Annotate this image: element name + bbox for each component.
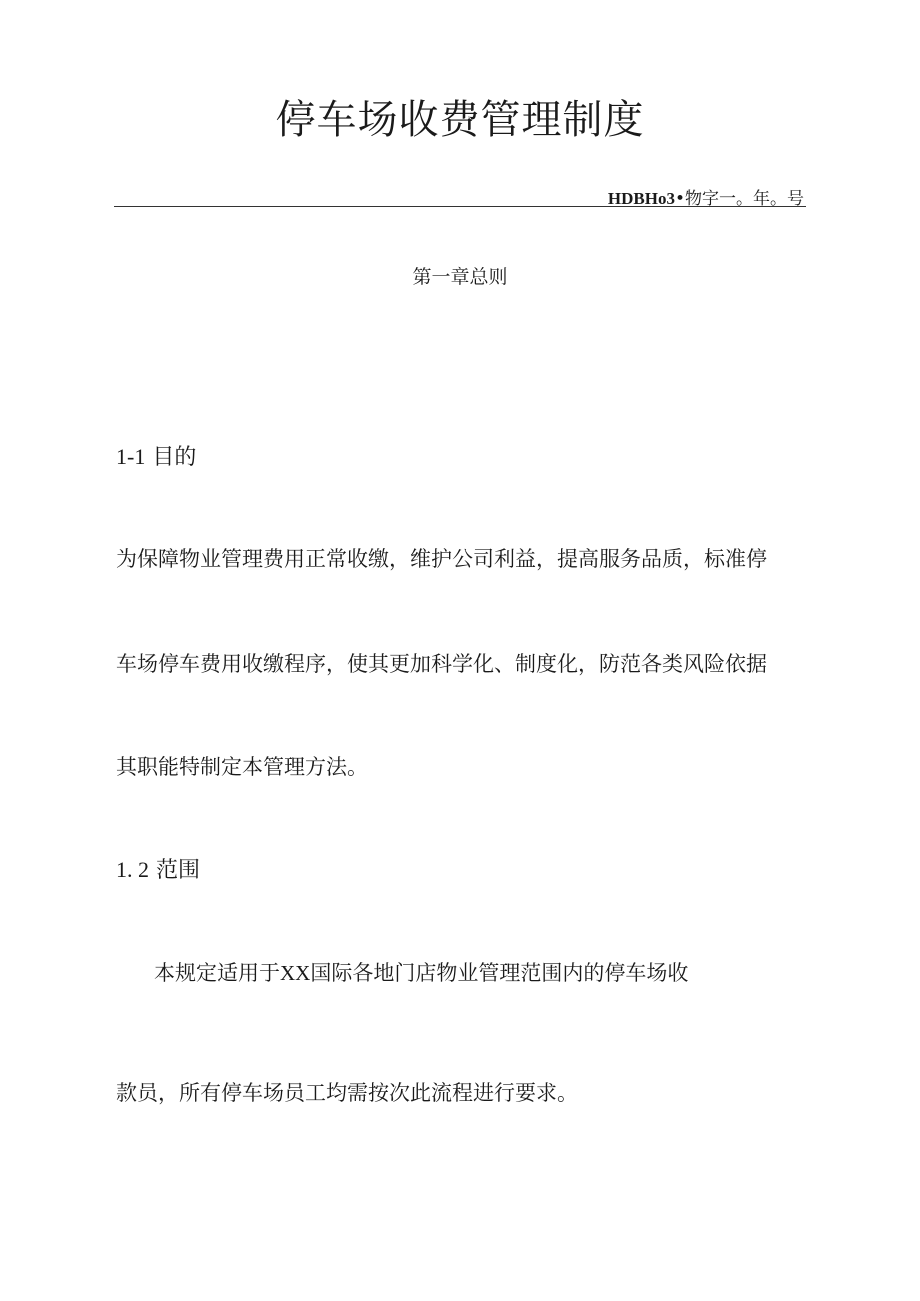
paragraph-line: 款员，所有停车场员工均需按次此流程进行要求。 [116, 1081, 578, 1105]
paragraph-line [154, 957, 688, 987]
section-title: 目的 [152, 445, 197, 470]
section-number: 1-1 [116, 444, 146, 469]
section-title: 范围 [156, 858, 201, 883]
chapter-title: 第一章总则 [412, 266, 508, 288]
header-divider [114, 206, 806, 207]
section-heading-scope [116, 853, 200, 884]
paragraph-line: 为保障物业管理费用正常收缴，维护公司利益，提高服务品质，标准停 [116, 547, 767, 571]
paragraph-text: 本规定适用于 [154, 961, 280, 985]
paragraph-text: 国际各地门店物业管理范围内的停车场收 [310, 961, 689, 985]
document-title: 停车场收费管理制度 [275, 97, 645, 143]
section-heading-purpose [116, 440, 196, 471]
paragraph-line: 车场停车费用收缴程序，使其更加科学化、制度化，防范各类风险依据 [116, 652, 767, 676]
document-number-code: HDBHo3 [607, 189, 675, 208]
paragraph-text-latin: XX [280, 961, 311, 985]
paragraph-line: 其职能特制定本管理方法。 [116, 755, 368, 779]
section-number: 1. 2 [116, 857, 149, 882]
document-number-suffix: •物字一。年。号 [674, 189, 804, 209]
